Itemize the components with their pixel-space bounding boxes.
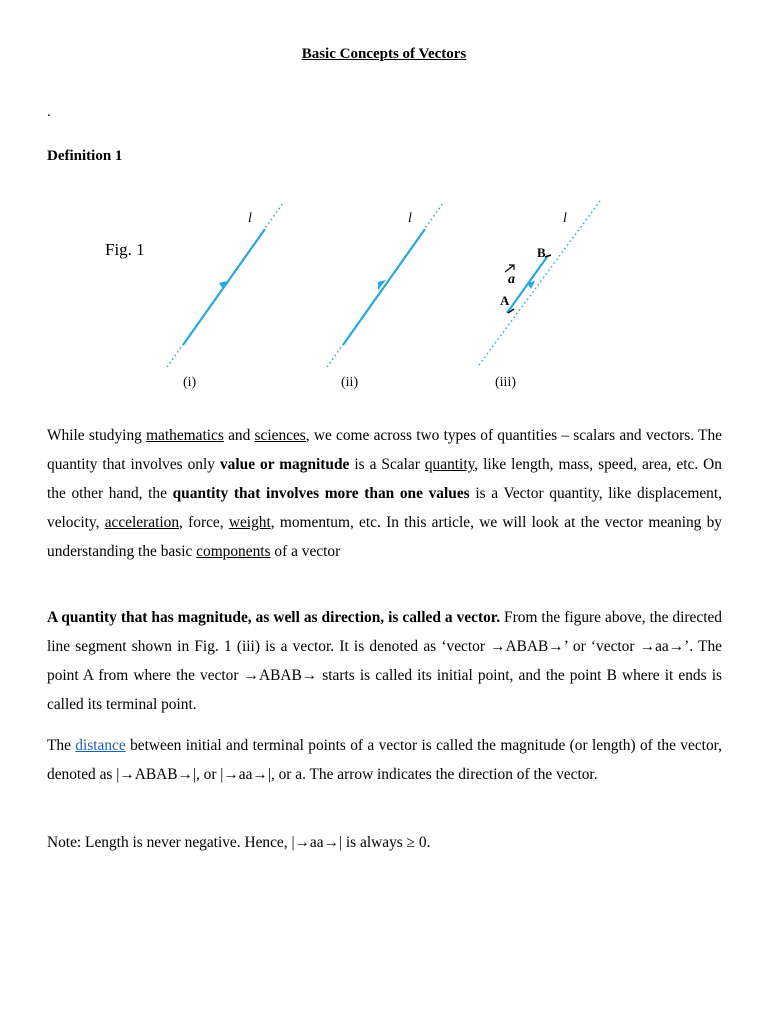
paragraph-intro [47,421,722,566]
definition-heading: Definition 1 [47,148,123,164]
text-run: Note: Length is never negative. Hence, |→aa→| is always ≥ 0. [47,834,431,851]
link-quantity[interactable]: quantity [424,456,475,473]
paragraph-magnitude [47,731,722,789]
line-iii [479,201,600,390]
vector-arrow-icon [505,265,514,272]
text-run: , we come across two types of quantities – scalars and vectors. The quantity that involves only [47,427,722,473]
bold-text: A quantity that has magnitude, as well as direction, is called a vector. [47,609,501,626]
figure-caption: Fig. 1 [105,240,145,259]
text-run: , like length, mass, speed, area, etc. On the other hand, the [47,456,722,502]
text-run: and [223,427,255,444]
point-b-label: B [537,245,546,260]
text-run: is a Scalar [349,456,425,473]
line-ii [327,203,443,390]
text-run: The [47,737,76,754]
paragraph-note [47,828,722,857]
line-label: l [563,211,567,226]
figure-label-ii: (ii) [341,375,359,390]
line-i [167,203,283,390]
text-run: From the figure above, the directed line segment shown in Fig. 1 (iii) is a vector. It is denoted as ‘vector →ABAB→’ or ‘vector →aa→’. The point A from where the vector →ABAB→ starts is called its initial point, and the point B where it ends is called its terminal point. [47,609,722,713]
link-components[interactable]: components [196,543,271,560]
point-a-label: A [500,293,510,308]
paragraph-definition [47,603,722,719]
link-distance[interactable]: distance [75,737,126,754]
link-mathematics[interactable]: mathematics [146,427,224,444]
text-run: While studying [47,427,147,444]
line-label: l [408,211,412,226]
point-b-tick [545,255,551,257]
stray-dot: . [47,104,51,120]
text-run: between initial and terminal points of a vector is called the magnitude (or length) of the vector, denoted as |→ABAB→|, or |→aa→|, or a. The arrow indicates the direction of the vector. [47,737,722,783]
text-run: of a vector [270,543,341,560]
bold-text: value or magnitude [219,456,350,473]
text-run: , momentum, etc. In this article, we will look at the vector meaning by understanding the basic [47,514,723,560]
bold-text: quantity that involves more than one values [172,485,470,502]
link-acceleration[interactable]: acceleration [104,514,180,531]
text-run: , force, [179,514,229,531]
link-sciences[interactable]: sciences [254,427,306,444]
vector-symbol-label: a [508,272,515,287]
figure-label-iii: (iii) [495,375,516,390]
line-label: l [248,211,252,226]
link-weight[interactable]: weight [228,514,271,531]
text-run: is a Vector quantity, like displacement, velocity, [47,485,722,531]
figure-label-i: (i) [183,375,197,390]
vector-figure [95,195,567,395]
page-title: Basic Concepts of Vectors [301,46,467,62]
